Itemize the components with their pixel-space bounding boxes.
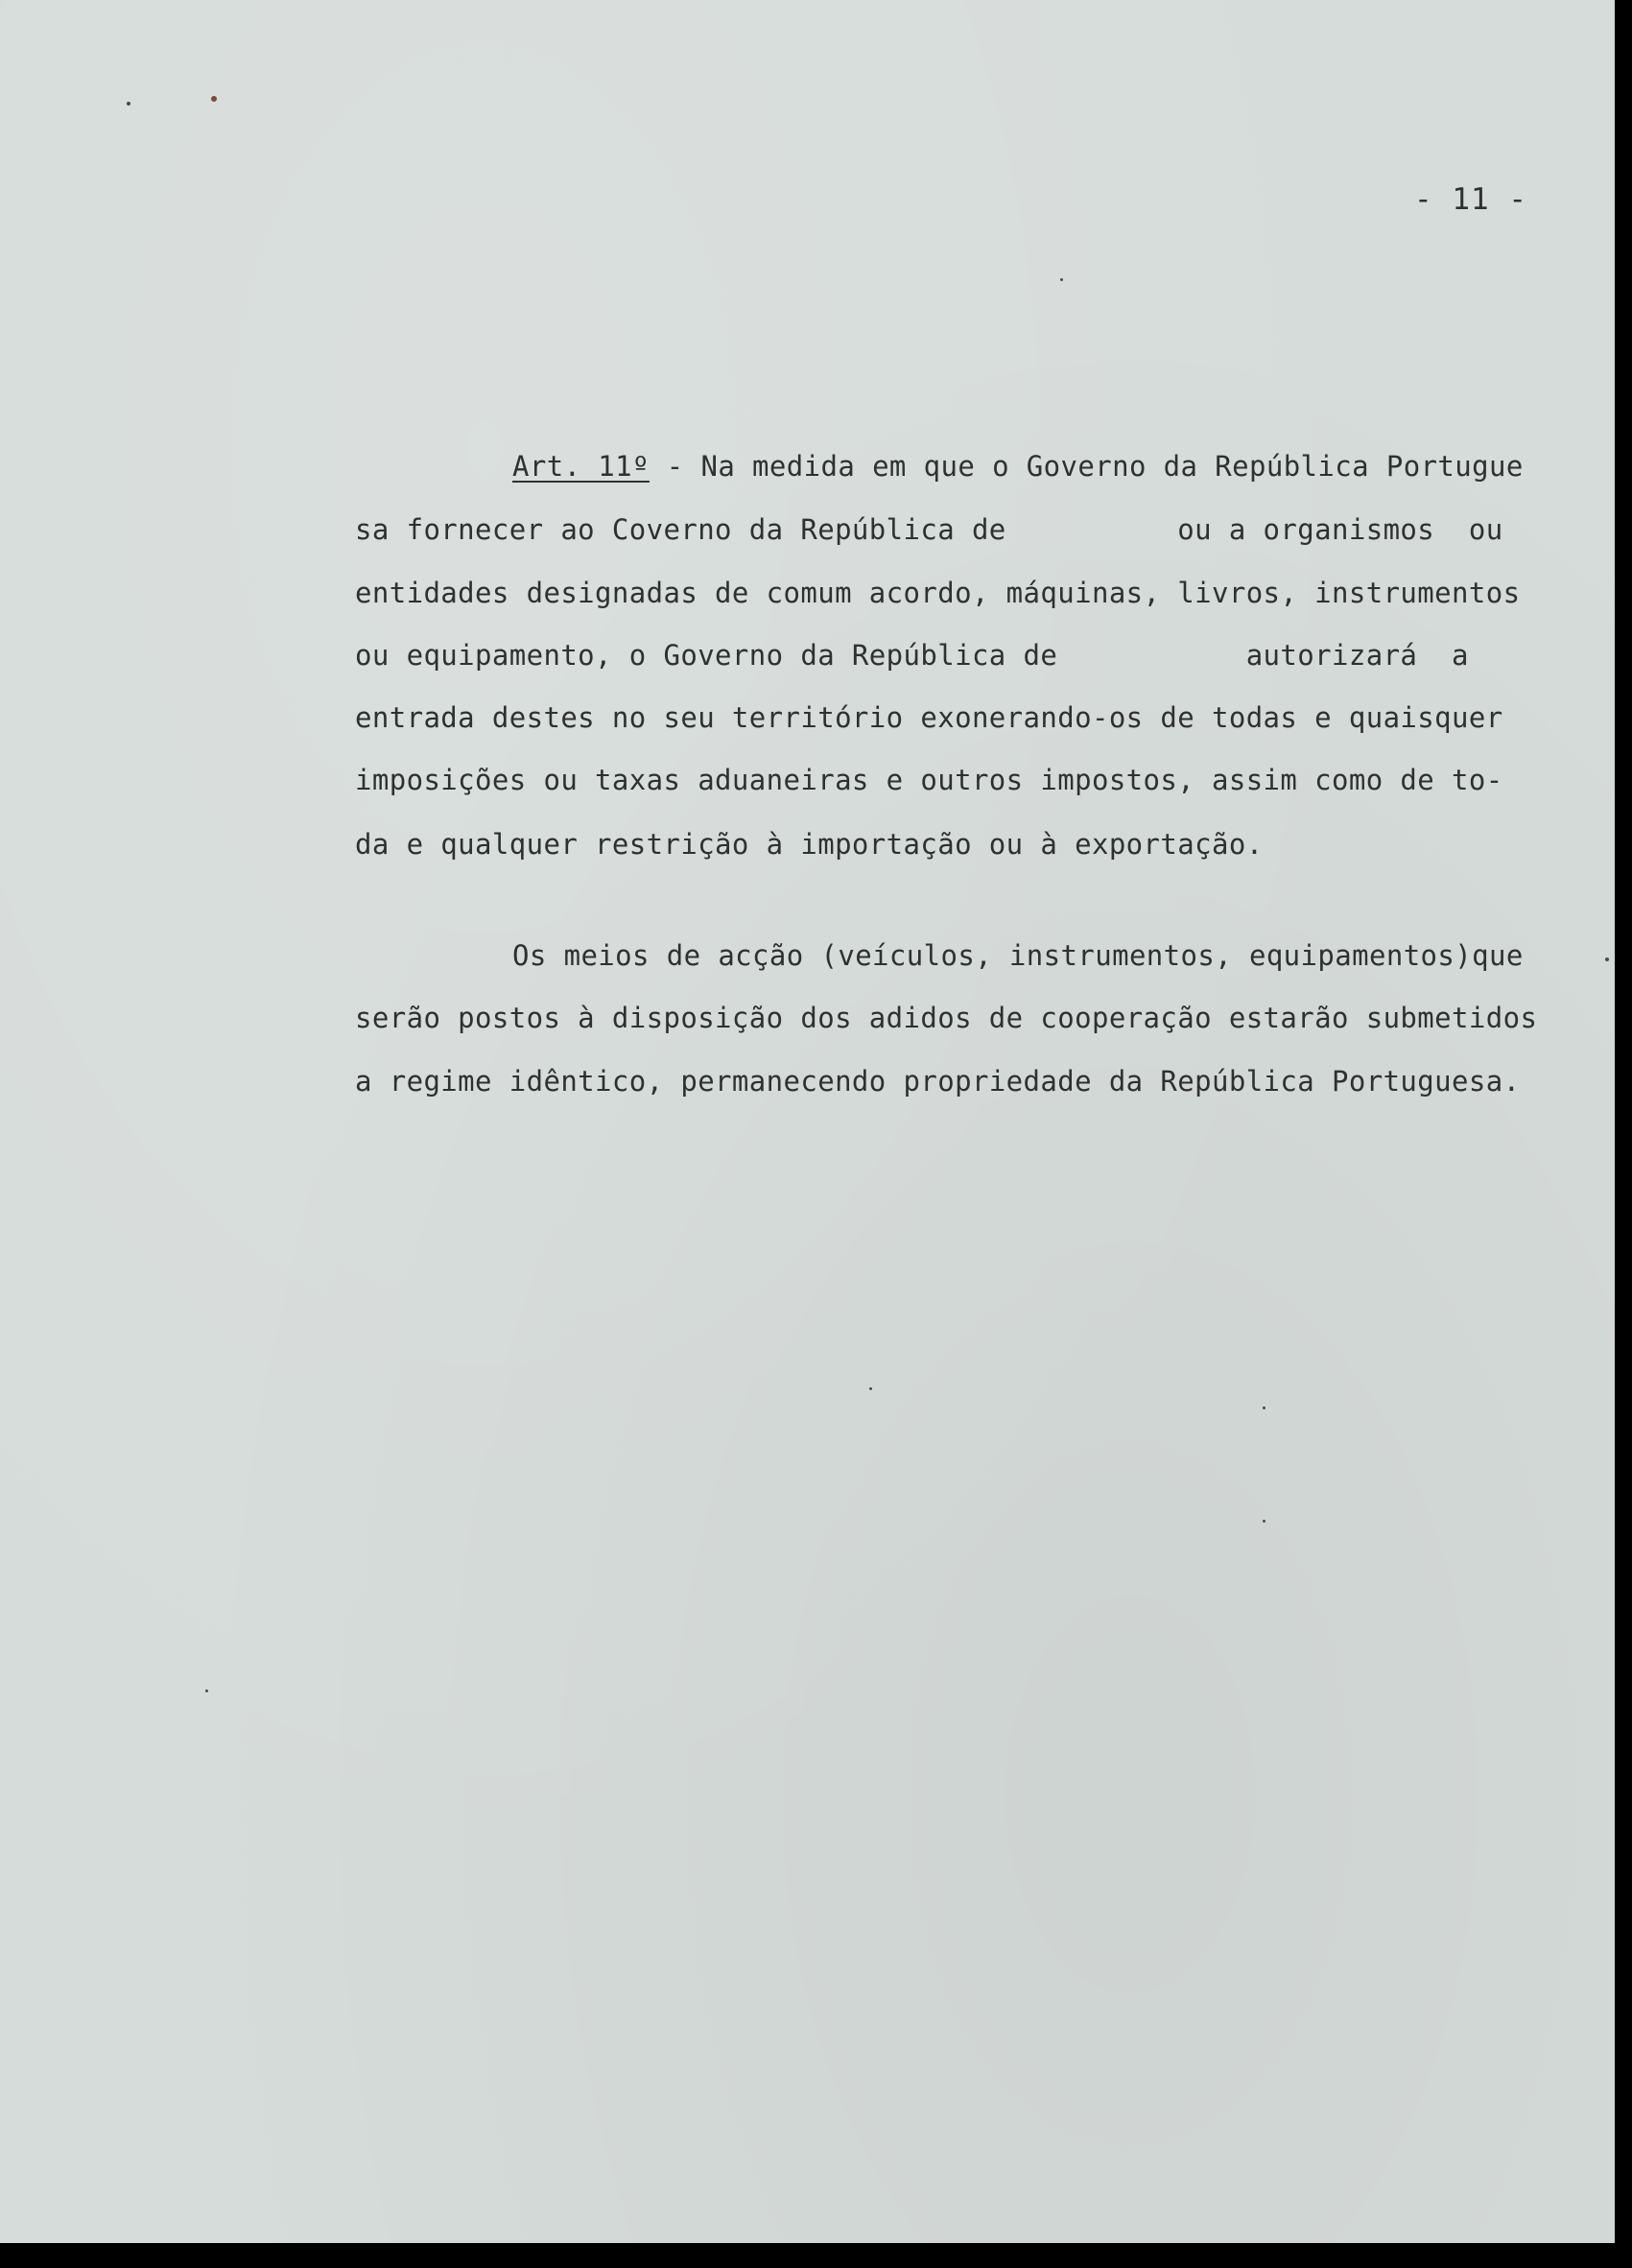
- ink-speck: [1060, 278, 1063, 281]
- paragraph2-line-1: Os meios de acção (veículos, instrumentos, equipamentos)que: [512, 939, 1524, 972]
- scan-edge-right: [1615, 0, 1632, 2268]
- article-line-3: entidades designadas de comum acordo, máquinas, livros, instrumentos: [355, 577, 1521, 609]
- article-line-1: [512, 449, 1524, 484]
- page-number: - 11 -: [1414, 182, 1527, 217]
- article-line-5: entrada destes no seu território exonerando-os de todas e quaisquer: [355, 701, 1503, 734]
- paragraph2-line-2: serão postos à disposição dos adidos de cooperação estarão submetidos: [355, 1002, 1538, 1034]
- article-line-1-text: - Na medida em que o Governo da República Portugue: [649, 450, 1524, 483]
- article-line-4: ou equipamento, o Governo da República de autorizará a: [355, 639, 1469, 672]
- article-line-2: sa fornecer ao Coverno da República de ou a organismos ou: [355, 513, 1503, 546]
- ink-speck: [1605, 957, 1609, 961]
- article-label: Art. 11º: [512, 450, 650, 483]
- ink-speck: [127, 102, 130, 106]
- ink-speck: [205, 1689, 208, 1692]
- ink-speck: [869, 1387, 872, 1390]
- ink-speck: [211, 96, 217, 102]
- ink-speck: [1263, 1406, 1265, 1409]
- article-line-6: imposições ou taxas aduaneiras e outros impostos, assim como de to-: [355, 764, 1503, 796]
- ink-speck: [1263, 1520, 1265, 1523]
- article-line-7: da e qualquer restrição à importação ou à exportação.: [355, 828, 1264, 861]
- paragraph2-line-3: a regime idêntico, permanecendo propriedade da República Portuguesa.: [355, 1065, 1521, 1098]
- scan-edge-bottom: [0, 2243, 1632, 2268]
